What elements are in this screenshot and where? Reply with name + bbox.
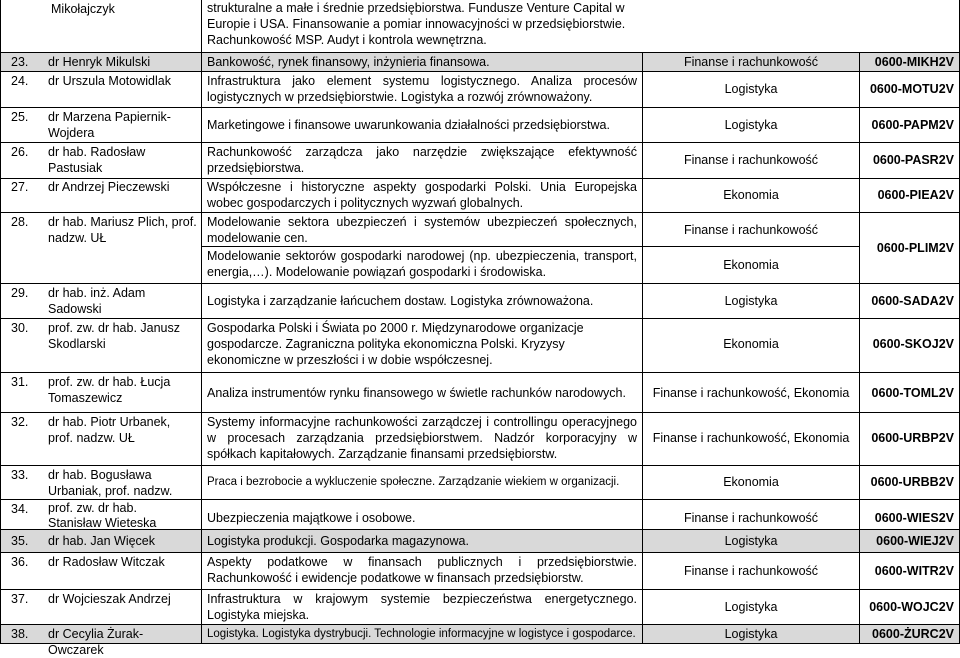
name-cell: dr hab. Piotr Urbanek, prof. nadzw. UŁ	[48, 415, 171, 445]
row-divider	[0, 71, 960, 72]
row-number: 35.	[11, 534, 29, 548]
code-cell: 0600-SADA2V	[871, 294, 954, 308]
name-cell: prof. zw. dr hab. Janusz Skodlarski	[48, 321, 181, 351]
name-cell: prof. zw. dr hab. Stanisław Wieteska	[48, 501, 157, 529]
topic-cell: Bankowość, rynek finansowy, inżynieria finansowa.	[207, 55, 490, 69]
row-number: 33.	[11, 468, 29, 482]
name-cell: Mikołajczyk	[51, 2, 115, 16]
topic-cell: Modelowanie sektora ubezpieczeń i systemów ubezpieczeń społecznych, modelowanie cen.	[207, 215, 637, 245]
row-number: 24.	[11, 74, 29, 88]
code-cell: 0600-SKOJ2V	[872, 337, 954, 351]
name-cell: dr Cecylia Żurak-Owczarek	[48, 627, 144, 657]
topic-cell: Praca i bezrobocie a wykluczenie społeczne. Zarządzanie wiekiem w organizacji.	[207, 476, 620, 488]
topic-cell: Gospodarka Polski i Świata po 2000 r. Międzynarodowe organizacje gospodarcze. Zagraniczna polityka ekonomiczna Polski. Kryzysy ekonomiczne w przeszłości i w dobie współczesnej.	[207, 321, 584, 367]
field-cell: Logistyka	[724, 534, 778, 548]
code-cell: 0600-URBP2V	[871, 431, 954, 445]
code-cell: 0600-PAPM2V	[871, 118, 954, 132]
row-divider	[0, 552, 960, 553]
row-number: 26.	[11, 145, 29, 159]
field-cell: Finanse i rachunkowość	[683, 511, 819, 525]
sub-row-divider	[201, 246, 859, 247]
name-cell: dr hab. Bogusława Urbaniak, prof. nadzw.	[48, 468, 173, 498]
field-cell: Ekonomia	[723, 188, 779, 202]
code-cell: 0600-URBB2V	[870, 475, 954, 489]
name-cell: dr hab. inż. Adam Sadowski	[48, 286, 146, 316]
name-cell: dr Urszula Motowidlak	[48, 74, 171, 88]
topic-cell: Ubezpieczenia majątkowe i osobowe.	[207, 511, 416, 525]
field-cell: Logistyka	[724, 82, 778, 96]
field-cell: Finanse i rachunkowość	[683, 153, 819, 167]
topic-cell: strukturalne a małe i średnie przedsiębiorstwa. Fundusze Venture Capital w Europie i USA. Finansowanie a pomiar innowacyjności w przedsiębiorstwie. Rachunkowość MSP. Audyt i kontrola wewnętrzna.	[207, 1, 626, 47]
name-cell: dr hab. Jan Więcek	[48, 534, 155, 548]
topic-cell: Marketingowe i finansowe uwarunkowania działalności przedsiębiorstwa.	[207, 118, 610, 132]
name-cell: dr hab. Mariusz Plich, prof. nadzw. UŁ	[48, 215, 197, 245]
row-divider	[0, 412, 960, 413]
row-number: 27.	[11, 180, 29, 194]
topic-cell: Logistyka i zarządzanie łańcuchem dostaw. Logistyka zrównoważona.	[207, 294, 594, 308]
code-cell: 0600-PIEA2V	[877, 188, 954, 202]
topic-cell-secondary: Modelowanie sektorów gospodarki narodowej (np. ubezpieczenia, transport, energia,…). Modelowanie powiązań gospodarki i środowiska.	[207, 249, 637, 279]
topic-cell: Logistyka. Logistyka dystrybucji. Technologie informacyjne w logistyce i gospodarce.	[207, 628, 636, 640]
name-cell: dr Henryk Mikulski	[48, 55, 151, 69]
row-number: 37.	[11, 592, 29, 606]
topic-cell: Infrastruktura w krajowym systemie bezpieczeństwa energetycznego. Logistyka miejska.	[207, 592, 637, 622]
code-cell: 0600-MIKH2V	[874, 55, 954, 69]
name-cell: dr hab. Radosław Pastusiak	[48, 145, 146, 175]
row-number: 38.	[11, 627, 29, 641]
name-cell: dr Radosław Witczak	[48, 555, 165, 569]
row-number: 23.	[11, 55, 29, 69]
topic-cell: Aspekty podatkowe w finansach publicznych i przedsiębiorstwie. Rachunkowość i ewidencje podatkowe w finansach przedsiębiorstw.	[207, 555, 637, 585]
code-cell: 0600-WIEJ2V	[876, 534, 954, 548]
row-number: 34.	[11, 502, 29, 516]
field-cell: Logistyka	[724, 118, 778, 132]
field-cell: Logistyka	[724, 294, 778, 308]
row-divider	[0, 529, 960, 530]
row-number: 31.	[11, 375, 29, 389]
code-cell: 0600-WITR2V	[874, 564, 954, 578]
field-cell: Logistyka	[724, 600, 778, 614]
name-cell: dr Andrzej Pieczewski	[48, 180, 170, 194]
code-cell: 0600-ŻURC2V	[872, 627, 954, 641]
row-number: 30.	[11, 321, 29, 335]
field-cell: Finanse i rachunkowość	[683, 223, 819, 237]
row-number: 32.	[11, 415, 29, 429]
field-cell: Finanse i rachunkowość, Ekonomia	[652, 431, 850, 445]
code-cell: 0600-PLIM2V	[876, 241, 954, 255]
row-divider	[0, 107, 960, 108]
row-divider	[0, 624, 960, 625]
row-number: 36.	[11, 555, 29, 569]
field-cell-secondary: Ekonomia	[723, 258, 779, 272]
topic-cell: Logistyka produkcji. Gospodarka magazynowa.	[207, 534, 469, 548]
name-cell: dr Wojcieszak Andrzej	[48, 592, 171, 606]
row-divider	[0, 212, 960, 213]
name-cell: dr Marzena Papiernik-Wojdera	[48, 110, 171, 140]
code-cell: 0600-MOTU2V	[869, 82, 954, 96]
topic-cell: Rachunkowość zarządcza jako narzędzie zwiększające efektywność przedsiębiorstwa.	[207, 145, 637, 175]
row-divider	[0, 52, 960, 53]
topic-cell: Systemy informacyjne rachunkowości zarządczej i controllingu operacyjnego w procesach zarządzania przedsiębiorstwem. Nadzór korporacyjny w spółkach kapitałowych. Zarządzanie finansami przedsiębiorstw.	[207, 415, 637, 461]
field-cell: Finanse i rachunkowość	[683, 564, 819, 578]
row-number: 28.	[11, 215, 29, 229]
row-divider	[0, 589, 960, 590]
topic-cell: Analiza instrumentów rynku finansowego w świetle rachunków narodowych.	[207, 386, 626, 400]
name-cell: prof. zw. dr hab. Łucja Tomaszewicz	[48, 375, 171, 405]
code-cell: 0600-TOML2V	[871, 386, 954, 400]
topic-cell: Infrastruktura jako element systemu logistycznego. Analiza procesów logistycznych w przedsiębiorstwie. Logistyka a rozwój zrównoważony.	[207, 74, 637, 104]
field-cell: Finanse i rachunkowość, Ekonomia	[652, 386, 850, 400]
field-cell: Ekonomia	[723, 475, 779, 489]
row-divider	[0, 283, 960, 284]
field-cell: Ekonomia	[723, 337, 779, 351]
row-number: 29.	[11, 286, 29, 300]
code-cell: 0600-WIES2V	[874, 511, 954, 525]
topic-cell: Współczesne i historyczne aspekty gospodarki Polski. Unia Europejska wobec gospodarczych i politycznych wyzwań globalnych.	[207, 180, 637, 210]
col-divider	[0, 0, 1, 644]
code-cell: 0600-PASR2V	[872, 153, 954, 167]
code-cell: 0600-WOJC2V	[869, 600, 954, 614]
row-number: 25.	[11, 110, 29, 124]
field-cell: Finanse i rachunkowość	[683, 55, 819, 69]
row-divider	[0, 372, 960, 373]
field-cell: Logistyka	[724, 627, 778, 641]
row-divider	[0, 465, 960, 466]
